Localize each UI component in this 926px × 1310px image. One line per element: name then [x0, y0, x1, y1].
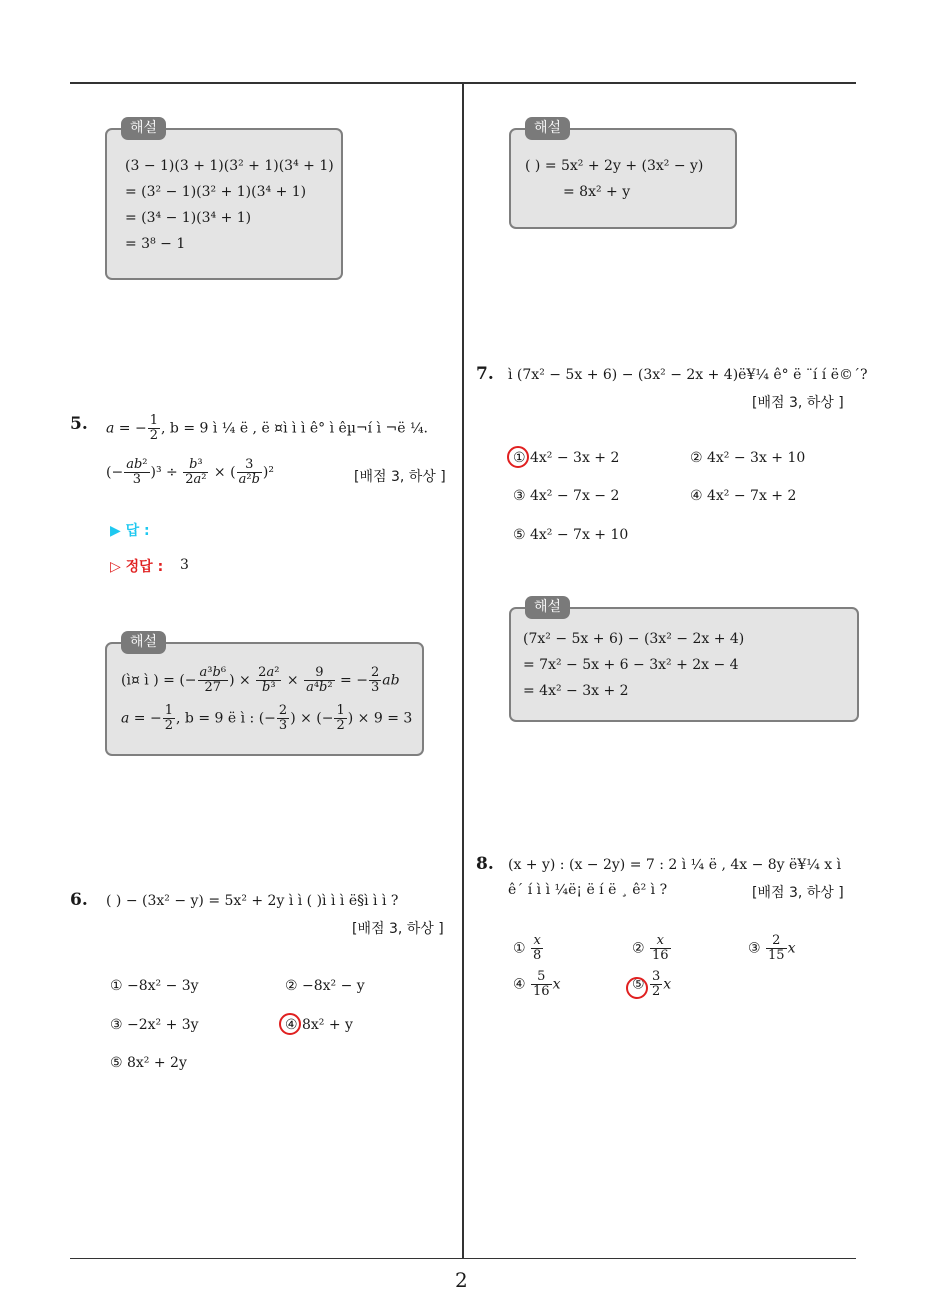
- question-number-7: 7.: [476, 364, 494, 384]
- question-6-score: [배점 3, 하상 ]: [352, 921, 444, 937]
- solution-line: = 7x² − 5x + 6 − 3x² + 2x − 4: [523, 657, 739, 673]
- q7-option-2[interactable]: ② 4x² − 3x + 10: [690, 450, 806, 466]
- question-8-line-2: ê´ í ì ì ¼ë¡ ë í ë ¸ ê² ì ?: [508, 882, 668, 898]
- solution-line: (ì¤ ì ) = (− $\frac{\text{a³b⁶}}{27}$ ) × $\frac{\text{2a²}}{\text{b³}}$ × $\frac{9}{\text{a⁴b²}}$ = − $\frac{2}{3}$ ab: [121, 665, 400, 695]
- q8-option-1[interactable]: ① $\frac{x}{8}$: [513, 933, 542, 963]
- solution-line: = (3² − 1)(3² + 1)(3⁴ + 1): [125, 184, 307, 200]
- correct-answer-value: 3: [180, 557, 189, 573]
- option-marker: ③: [748, 940, 761, 957]
- solution-box-q5: [105, 634, 424, 756]
- q8-option-4[interactable]: ④ $\frac{5}{16}$ x: [513, 969, 561, 999]
- q7-option-5[interactable]: ⑤ 4x² − 7x + 10: [513, 527, 629, 543]
- column-divider: [462, 84, 464, 1259]
- solution-text: , b = 9 ë ì :: [176, 710, 259, 727]
- question-7-score: [배점 3, 하상 ]: [752, 395, 844, 411]
- question-5-expression: (− $\frac{\text{ab²}}{3}$ )³ ÷ $\frac{\text{b³}}{\text{2a²}}$ × ( $\frac{3}{\text{a²b}}$ )²: [106, 457, 274, 487]
- solution-line: (3 − 1)(3 + 1)(3² + 1)(3⁴ + 1): [125, 158, 334, 174]
- solution-tag: 해설: [121, 631, 166, 654]
- correct-answer-label: ▷ 정답 :: [110, 559, 164, 575]
- selected-answer-mark: [626, 977, 648, 999]
- question-number-6: 6.: [70, 890, 88, 910]
- page-number: 2: [455, 1268, 468, 1292]
- option-marker: ②: [632, 940, 645, 957]
- q6-option-3[interactable]: ③ −2x² + 3y: [110, 1017, 199, 1033]
- solution-line: (7x² − 5x + 6) − (3x² − 2x + 4): [523, 631, 745, 647]
- solution-box-q4: [105, 120, 343, 280]
- question-5-score: [배점 3, 하상 ]: [354, 469, 446, 485]
- question-number-5: 5.: [70, 414, 88, 434]
- solution-line: = 4x² − 3x + 2: [523, 683, 629, 699]
- solution-box-q6: [509, 120, 737, 229]
- solution-line: = (3⁴ − 1)(3⁴ + 1): [125, 210, 252, 226]
- q7-option-4[interactable]: ④ 4x² − 7x + 2: [690, 488, 797, 504]
- question-5-line-1: a = − $\frac{1}{2}$ , b = 9 ì ¼ ë , ë ¤ì ì ì ê° ì êµ¬í ì ¬ë ¼.: [106, 413, 428, 443]
- solution-line: ( ) = 5x² + 2y + (3x² − y): [525, 158, 704, 174]
- question-7-text: ì (7x² − 5x + 6) − (3x² − 2x + 4)ë¥¼ ê° ë ¨í í ë©´?: [508, 367, 868, 383]
- selected-answer-mark: [507, 446, 529, 468]
- question-8-line-1: (x + y) : (x − 2y) = 7 : 2 ì ¼ ë , 4x − 8y ë¥¼ x ì: [508, 857, 842, 873]
- q7-option-3[interactable]: ③ 4x² − 7x − 2: [513, 488, 620, 504]
- bottom-rule: [70, 1258, 856, 1259]
- option-marker: ①: [513, 940, 526, 957]
- q6-option-4[interactable]: ④ 8x² + y: [285, 1017, 353, 1033]
- question-6-text: ( ) − (3x² − y) = 5x² + 2y ì ì ( )ì ì ì ë§ì ì ì ?: [106, 893, 399, 909]
- answer-prompt: ▶ 답 :: [110, 523, 150, 539]
- solution-box-q7: [509, 599, 859, 722]
- q8-option-5[interactable]: ⑤ $\frac{3}{2}$ x: [632, 969, 672, 999]
- q7-option-1[interactable]: ① 4x² − 3x + 2: [513, 450, 620, 466]
- solution-text: (ì¤ ì ) =: [121, 672, 180, 689]
- option-marker: ⑤: [632, 976, 645, 993]
- q6-option-5[interactable]: ⑤ 8x² + 2y: [110, 1055, 187, 1071]
- question-8-score: [배점 3, 하상 ]: [752, 885, 844, 901]
- q6-option-1[interactable]: ① −8x² − 3y: [110, 978, 199, 994]
- q8-option-2[interactable]: ② $\frac{x}{16}$: [632, 933, 669, 963]
- selected-answer-mark: [279, 1013, 301, 1035]
- solution-tag: 해설: [121, 117, 166, 140]
- solution-line: a = − $\frac{1}{2}$ , b = 9 ë ì : (− $\frac{2}{3}$ ) × (− $\frac{1}{2}$ ) × 9 = 3: [121, 703, 413, 733]
- q6-option-2[interactable]: ② −8x² − y: [285, 978, 365, 994]
- solution-line: = 8x² + y: [563, 184, 631, 200]
- solution-tag: 해설: [525, 117, 570, 140]
- solution-line: = 3⁸ − 1: [125, 236, 186, 252]
- solution-tag: 해설: [525, 596, 570, 619]
- q5-text-suffix: , b = 9 ì ¼ ë , ë ¤ì ì ì ê° ì êµ¬í ì ¬ë ¼.: [161, 420, 428, 437]
- q8-option-3[interactable]: ③ $\frac{2}{15}$ x: [748, 933, 796, 963]
- question-number-8: 8.: [476, 854, 494, 874]
- option-marker: ④: [513, 976, 526, 993]
